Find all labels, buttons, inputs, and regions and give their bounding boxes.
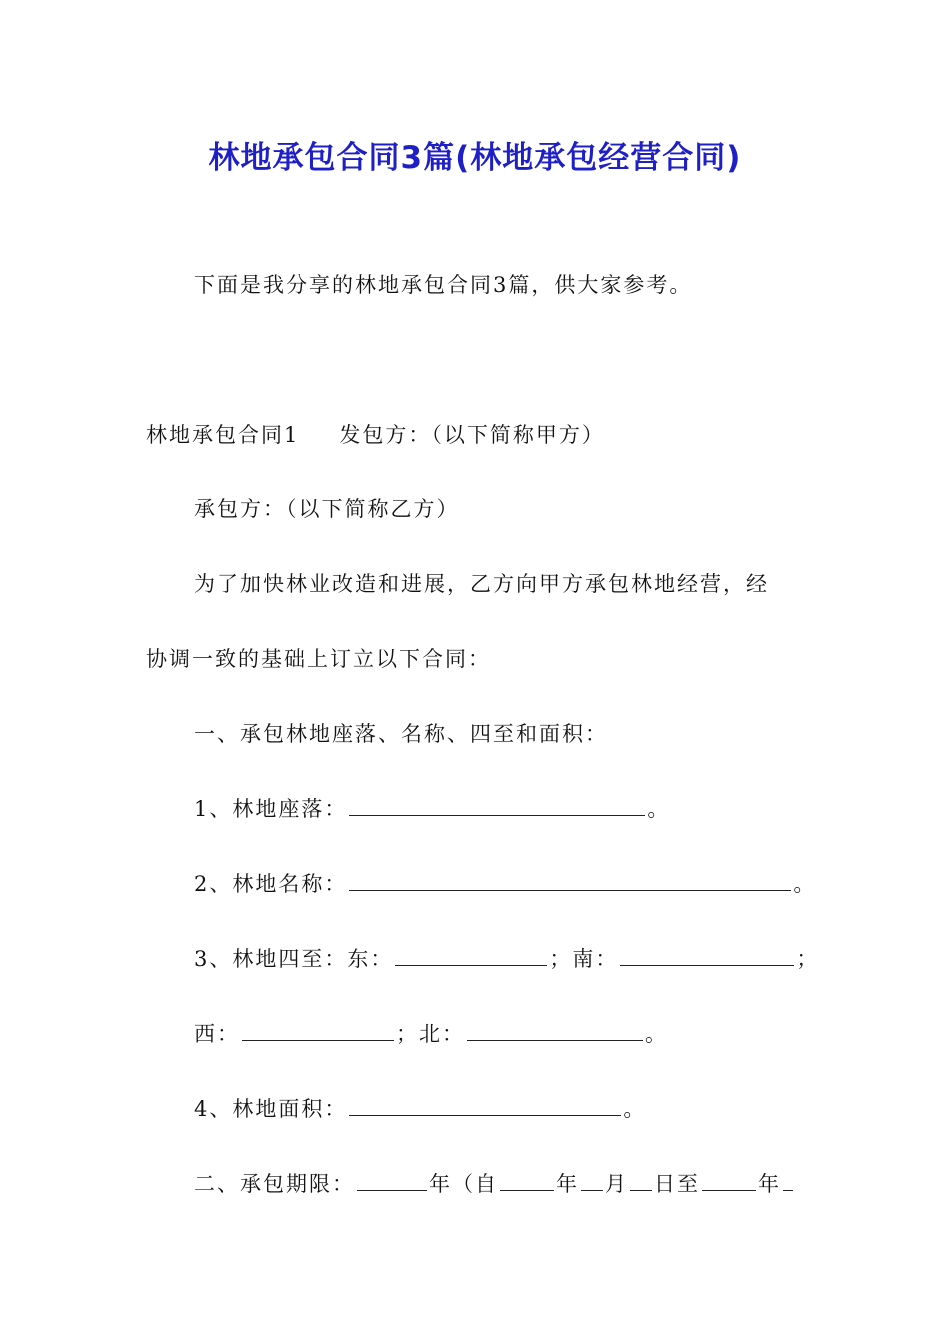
section-1-heading: 一、承包林地座落、名称、四至和面积： — [194, 722, 608, 746]
item-area-end: 。 — [623, 1097, 647, 1121]
end-year-blank[interactable] — [702, 1170, 756, 1191]
item-location-end: 。 — [647, 797, 671, 821]
item-boundaries-2 — [194, 1019, 668, 1049]
start-month-blank[interactable] — [581, 1170, 603, 1191]
west-blank[interactable] — [242, 1020, 394, 1041]
start-day-blank[interactable] — [630, 1170, 652, 1191]
term-label: 二、承包期限： — [194, 1172, 355, 1196]
intro-paragraph: 下面是我分享的林地承包合同3篇，供大家参考。 — [194, 273, 693, 297]
party-b-line: 承包方：（以下简称乙方） — [194, 497, 460, 521]
item-boundaries-1 — [194, 944, 819, 974]
item-area — [194, 1094, 646, 1124]
start-year-blank[interactable] — [500, 1170, 554, 1191]
item-location — [194, 794, 670, 824]
contract-heading: 林地承包合同1 — [146, 423, 300, 447]
end-year-label: 年 — [758, 1172, 781, 1196]
east-label: 3、林地四至：东： — [194, 947, 394, 971]
boundaries-end-2: 。 — [645, 1022, 668, 1046]
item-name-end: 。 — [793, 872, 817, 896]
boundaries-end-1: ； — [796, 947, 820, 971]
term-years-blank[interactable] — [357, 1170, 427, 1191]
south-label: ；南： — [549, 947, 619, 971]
section-2-line — [194, 1169, 795, 1199]
contract-heading-line — [146, 420, 605, 450]
name-blank[interactable] — [349, 870, 791, 891]
party-a-line: 发包方：（以下简称甲方） — [339, 423, 605, 447]
north-blank[interactable] — [467, 1020, 643, 1041]
term-from-label: 年（自 — [429, 1172, 498, 1196]
item-area-label: 4、林地面积： — [194, 1097, 348, 1121]
north-label: ；北： — [396, 1022, 465, 1046]
end-month-blank[interactable] — [783, 1170, 793, 1191]
west-label: 西： — [194, 1022, 240, 1046]
east-blank[interactable] — [395, 945, 547, 966]
preamble-line-2: 协调一致的基础上订立以下合同： — [146, 647, 491, 671]
item-name-label: 2、林地名称： — [194, 872, 348, 896]
location-blank[interactable] — [349, 795, 645, 816]
start-day-label: 日至 — [654, 1172, 700, 1196]
area-blank[interactable] — [349, 1095, 621, 1116]
preamble-line-1: 为了加快林业改造和进展，乙方向甲方承包林地经营，经 — [194, 572, 769, 596]
start-year-label: 年 — [556, 1172, 579, 1196]
document-title: 林地承包合同3篇(林地承包经营合同) — [208, 140, 742, 176]
item-name — [194, 869, 816, 899]
item-location-label: 1、林地座落： — [194, 797, 348, 821]
start-month-label: 月 — [605, 1172, 628, 1196]
south-blank[interactable] — [620, 945, 794, 966]
